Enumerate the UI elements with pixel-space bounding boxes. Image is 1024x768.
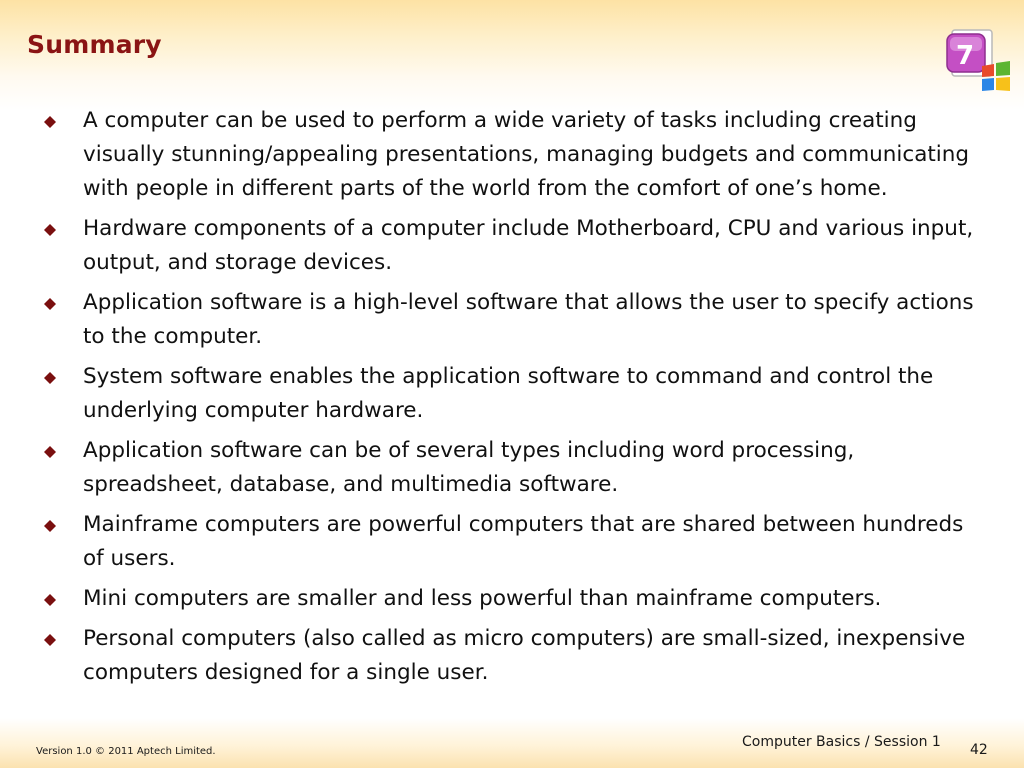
version-copyright: Version 1.0 © 2011 Aptech Limited.	[36, 746, 216, 757]
course-session-label: Computer Basics / Session 1	[742, 734, 941, 750]
bullet-text: Mainframe computers are powerful computers that are shared between hundreds of users.	[83, 512, 964, 571]
diamond-bullet-icon	[44, 446, 56, 458]
slide-title: Summary	[27, 30, 162, 59]
bullet-text: Application software can be of several types including word processing, spreadsheet, database, and multimedia software.	[83, 438, 855, 497]
list-item	[44, 104, 984, 206]
list-item	[44, 622, 984, 690]
diamond-bullet-icon	[44, 594, 56, 606]
diamond-bullet-icon	[44, 372, 56, 384]
list-item	[44, 360, 984, 428]
list-item	[44, 508, 984, 576]
diamond-bullet-icon	[44, 298, 56, 310]
bullet-text: Hardware components of a computer include Motherboard, CPU and various input, output, and storage devices.	[83, 216, 974, 275]
summary-bullet-list	[44, 104, 984, 696]
page-number: 42	[970, 742, 988, 758]
diamond-bullet-icon	[44, 634, 56, 646]
diamond-bullet-icon	[44, 116, 56, 128]
bullet-text: A computer can be used to perform a wide variety of tasks including creating visually stunning/appealing presentations, managing budgets and communicating with people in different parts of the world from the comfort of one’s home.	[83, 108, 970, 201]
bullet-text: Personal computers (also called as micro computers) are small-sized, inexpensive computers designed for a single user.	[83, 626, 966, 685]
diamond-bullet-icon	[44, 520, 56, 532]
diamond-bullet-icon	[44, 224, 56, 236]
bullet-text: Mini computers are smaller and less powerful than mainframe computers.	[83, 586, 882, 611]
bullet-text: Application software is a high-level software that allows the user to specify actions to the computer.	[83, 290, 974, 349]
list-item	[44, 212, 984, 280]
list-item	[44, 286, 984, 354]
bullet-text: System software enables the application software to command and control the underlying computer hardware.	[83, 364, 934, 423]
svg-text:7: 7	[956, 41, 975, 71]
windows-7-logo-icon	[944, 26, 1016, 98]
list-item	[44, 434, 984, 502]
list-item	[44, 582, 984, 616]
